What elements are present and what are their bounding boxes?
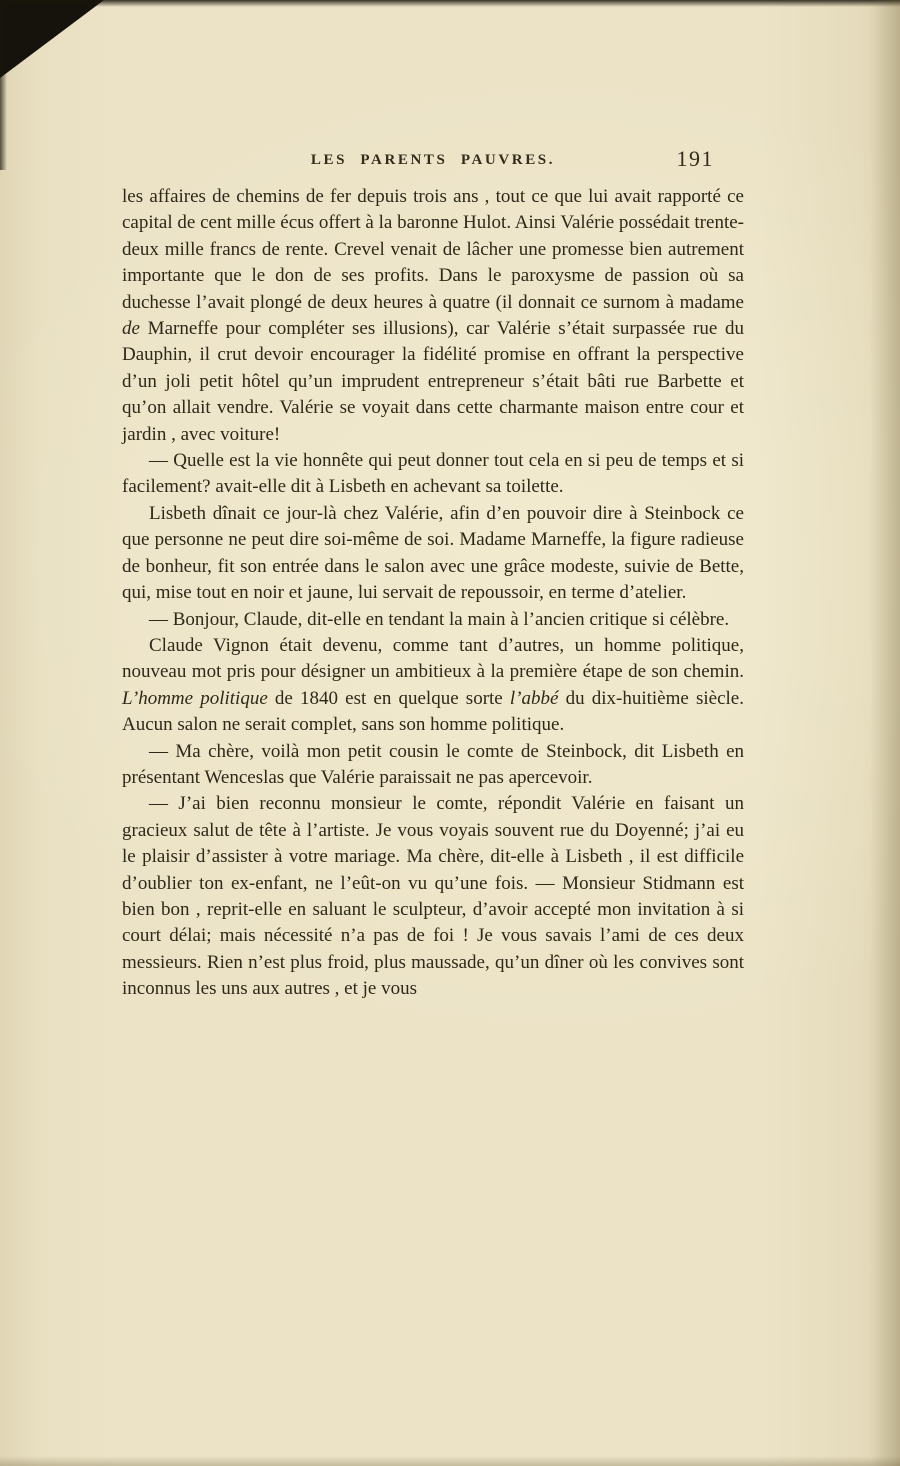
paragraph [122, 633, 744, 739]
text-run: du dix-huitième siècle. Aucun salon ne serait complet, sans son homme politique. [122, 687, 744, 736]
text-run: Marneffe pour compléter ses illusions), car Valérie s’était surpassée rue du Dauphin, il crut devoir encourager la fidélité promise en offrant la perspective d’un joli petit hôtel qu’un imprudent entrepreneur s’était bâti rue Barbette et qu’on allait vendre. Valérie se voyait dans cette charmante maison entre cour et jardin , avec voiture! [122, 318, 744, 445]
paragraph [122, 184, 744, 448]
scan-artifact-bottom-edge [0, 1456, 900, 1466]
paragraph [122, 501, 744, 607]
italic-text-run: de [122, 318, 140, 340]
scan-artifact-top-edge [0, 0, 900, 7]
paragraph [122, 739, 744, 792]
scan-artifact-right-shadow [870, 0, 900, 1466]
text-run: de 1840 est en quelque sorte [267, 687, 510, 709]
text-run: — Quelle est la vie honnête qui peut donner tout cela en si peu de temps et si facilement? avait-elle dit à Lisbeth en achevant sa toilette. [122, 450, 744, 498]
text-run: Lisbeth dînait ce jour-là chez Valérie, afin d’en pouvoir dire à Steinbock ce que personne ne peut dire soi-même de soi. Madame Marneffe, la figure radieuse de bonheur, fit son entrée dans le salon avec une grâce modeste, suivie de Bette, qui, mise tout en noir et jaune, lui servait de repoussoir, en terme d’atelier. [122, 502, 744, 604]
italic-text-run: l’abbé [509, 687, 559, 709]
paragraph [122, 791, 744, 1002]
paragraph [122, 607, 744, 633]
page-number: 191 [676, 146, 714, 171]
scan-artifact-left-edge [0, 0, 7, 170]
text-run: les affaires de chemins de fer depuis trois ans , tout ce que lui avait rapporté ce capital de cent mille écus offert à la baronne Hulot. Ainsi Valérie possédait trente-deux mille francs de rente. Crevel venait de lâcher une promesse bien autrement importante que le don de ses profits. Dans le paroxysme de passion où sa duchesse l’avait plongé de deux heures à quatre (il donnait ce surnom à madame [122, 186, 744, 313]
text-run: — Bonjour, Claude, dit-elle en tendant la main à l’ancien critique si célèbre. [149, 608, 730, 630]
text-block [122, 184, 744, 1003]
paragraph [122, 448, 744, 501]
page-header [122, 146, 744, 178]
running-title: LES PARENTS PAUVRES. [310, 152, 556, 168]
italic-text-run: L’homme politique [122, 687, 268, 709]
scan-artifact-corner-top-left [0, 0, 104, 78]
page-content [122, 146, 744, 1003]
text-run: — Ma chère, voilà mon petit cousin le comte de Steinbock, dit Lisbeth en présentant Wenceslas que Valérie paraissait ne pas apercevoir. [122, 740, 744, 788]
text-run: — J’ai bien reconnu monsieur le comte, répondit Valérie en faisant un gracieux salut de tête à l’artiste. Je vous voyais souvent rue du Doyenné; j’ai eu le plaisir d’assister à votre mariage. Ma chère, dit-elle à Lisbeth , il est difficile d’oublier ton ex-enfant, ne l’eût-on vu qu’une fois. — Monsieur Stidmann est bien bon , reprit-elle en saluant le sculpteur, d’avoir accepté mon invitation à si court délai; mais nécessité n’a pas de foi ! Je vous savais l’ami de ces deux messieurs. Rien n’est plus froid, plus maussade, qu’un dîner où les convives sont inconnus les uns aux autres , et je vous [122, 793, 744, 1000]
text-run: Claude Vignon était devenu, comme tant d’autres, un homme politique, nouveau mot pris pour désigner un ambitieux à la première étape de son chemin. [122, 634, 744, 683]
